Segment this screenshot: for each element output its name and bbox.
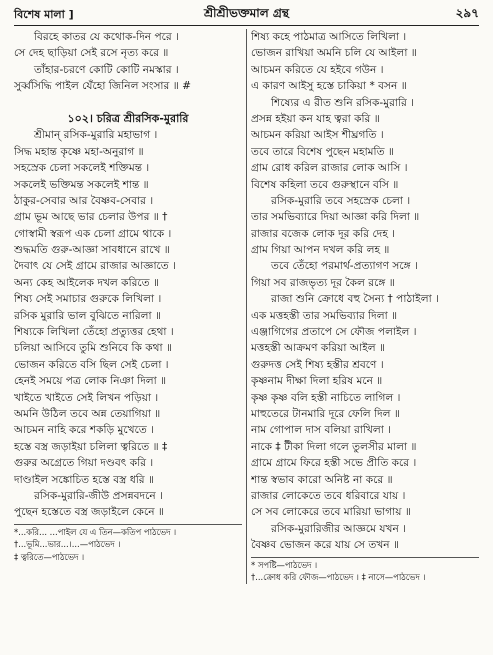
- verse-line: গ্রাম ভূম আছে ভার চেলার উপর ॥ †: [14, 211, 168, 224]
- footnote: †...ক্রোধ করি ফৌজ—পাঠভেদ । ‡ নাসে—পাঠভেদ ।: [251, 572, 426, 583]
- verse-line: শিষ্য সেই সমাচার গুরুকে লিখিলা ।: [14, 293, 162, 306]
- verse-line: আচমন করিতে যে হইবে গউন ।: [251, 63, 384, 76]
- verse-line: গিয়া সব রাজভৃত্য দূর কৈল রঙ্গে ॥: [251, 276, 395, 289]
- header-chapter-label: বিশেষ মালা ]: [14, 7, 74, 21]
- verse-line: তার সমভিব্যারে দিয়া আজ্ঞা করি দিলা ॥: [251, 211, 420, 224]
- blank-line: [14, 95, 242, 111]
- verse-line: তবে তেঁহো পরমার্থ-প্রত্যাগণ সঙ্গে ।: [271, 260, 418, 273]
- verse-line: রাজা শুনি ক্রোধে বহু সৈন্য † পাঠাইলা ।: [271, 293, 439, 306]
- verse-line: প্রসন্ন হইয়া কন যাহ ত্বরা করি ॥: [251, 112, 380, 125]
- verse-line: ভোজন করিতে বসি ছিল সেই চেলা ।: [14, 358, 169, 371]
- text-columns: [14, 29, 479, 584]
- verse-line: বিরহে কাতর যে কথোক-দিন পরে ।: [34, 31, 179, 43]
- verse-line: শিষ্যের এ রীত শুনি রসিক-মুরারি ।: [271, 96, 414, 109]
- verse-line: গোস্বামী স্বরূপ এক চেলা গ্রামে থাকে ।: [14, 227, 172, 240]
- page-header: [14, 5, 479, 26]
- verse-line: খাইতে খাইতে সেই লিখন পড়িয়া ।: [14, 391, 159, 404]
- verse-line: রসিক-মুরারি তবে সহস্রেক চেলা ।: [271, 194, 411, 207]
- verse-line: সে দেহ ছাড়িয়া সেই রসে নৃত্য করে ॥: [14, 47, 169, 60]
- verse-line: রসিক-মুরারি-জীউ প্রসন্নবদনে ।: [34, 489, 163, 502]
- verse-line: বিশেষ কহিলা তবে গুরুস্থানে বসি ॥: [251, 178, 399, 191]
- verse-line: ঠাকুর-সেবার আর বৈষ্ণব-সেবার ।: [14, 194, 154, 207]
- verse-line: নাকে ‡ টীকা দিলা গলে তুলসীর মালা ॥: [251, 440, 417, 453]
- verse-line: সুর্ব্বসিদ্ধি পাইল যেঁহো জিনিল সংসার ॥ #: [14, 80, 191, 93]
- verse-line: শিষ্য কহে পাঠমাত্র আসিতে লিখিলা ।: [251, 31, 407, 43]
- verse-line: শুদ্ধমতি গুরু-আজ্ঞা সাবধানে রাখে ॥: [14, 244, 170, 257]
- verse-line: নাম গোপাল দাস বলিয়া রাখিলা ।: [251, 424, 391, 437]
- footnote-divider: [251, 557, 479, 558]
- verse-line: এক মত্তহস্তী তার সমভিব্যার দিলা ॥: [251, 309, 398, 322]
- verse-line: কৃষ্ণ কৃষ্ণ বলি হস্তী নাচিতে লাগিল ।: [251, 391, 401, 404]
- verse-line: চলিয়া আসিবে তুমি শুনিবে কি কথা ॥: [14, 342, 172, 355]
- verse-line: সিদ্ধ মহান্ত কৃষ্ণে মহা-অনুরাগ ॥: [14, 145, 144, 158]
- verse-line: সহস্রেক চেলা সকলেই শক্তিমন্ত ।: [14, 162, 150, 175]
- verse-line: আচমন নাহি করে শকড়ি মুখেতে ।: [14, 424, 154, 437]
- section-heading: ১০২। চরিত্র শ্রীরসিক-মুরারি: [67, 111, 189, 125]
- footnote-divider: [14, 524, 242, 525]
- verse-line: রসিক মুরারি ভাল বুঝিতে নারিলা ॥: [14, 309, 161, 322]
- page-number: ২৯৭: [455, 6, 479, 20]
- left-column: [14, 29, 246, 584]
- verse-line: কৃষ্ণনাম দীক্ষা দিলা হরিষ মনে ॥: [251, 375, 383, 388]
- footnote: †...ভূমি...ভার...।...—পাঠভেদ ।: [14, 539, 121, 550]
- verse-line: তবে তারে বিশেষ পুছেন মহামতি ॥: [251, 145, 394, 158]
- verse-line: হেনই সময়ে পত্র লোক নিঞা দিলা ॥: [14, 375, 167, 388]
- verse-line: রসিক-মুরারিজীর আজ্ঞমে যখন ।: [271, 522, 406, 535]
- verse-line: মত্তহস্তী আক্রমণ করিয়া আইল ॥: [251, 342, 385, 355]
- verse-line: সে সব লোকেরে তবে মারিয়া ভাগায় ॥: [251, 506, 411, 519]
- footnote: *...করি... ...পাইল যে এ তিন—কতিপ পাঠভেদ ।: [14, 526, 177, 537]
- verse-line: বৈষ্ণব ভোজন করে যায় সে তখন ॥: [251, 539, 399, 552]
- verse-line: পুছেন হস্তেতে বস্ত্র জড়াইলে কেনে ॥: [14, 506, 164, 519]
- footnote: * সপষ্টি—পাঠভেদ ।: [251, 559, 318, 570]
- verse-line: হস্তে বস্ত্র জড়াইয়া চলিলা ত্বরিতে ॥ ‡: [14, 440, 168, 453]
- verse-line: তাঁহার-চরণে কোটি কোটি নমস্কার ।: [34, 63, 179, 76]
- verse-line: শিষ্যকে লিখিলা তেঁহো প্রত্যুত্তর হেথা ।: [14, 326, 174, 339]
- verse-line: এঞ্জাগিগের প্রতাপে সে ফৌজ পলাইল ।: [251, 326, 417, 339]
- verse-line: দাণ্ডাইল সঙ্কোচিত হস্তে বস্ত্র ধরি ॥: [14, 473, 154, 486]
- verse-line: এ কারণ আইসু হস্তে চাকিয়া * বসন ॥: [251, 80, 407, 93]
- verse-line: গুরুর অগ্রেতে গিয়া দণ্ডবৎ করি ।: [14, 457, 154, 470]
- verse-line: দৈবাৎ যে সেই গ্রামে রাজার আজ্ঞাতে ।: [14, 260, 176, 273]
- verse-line: মাহুতেরে টানমারি দূরে ফেলি দিল ॥: [251, 407, 400, 420]
- verse-line: অন্য কেহ আইলেক দখল করিতে ॥: [14, 276, 159, 289]
- verse-line: অমনি উঠিল তবে অন্ন তেয়াগিয়া ॥: [14, 407, 161, 420]
- verse-line: শ্রীমান্ রসিক-মুরারি মহাভাগ ।: [34, 129, 158, 142]
- verse-line: শান্ত স্বভাব কারো অনিষ্ট না করে ॥: [251, 473, 393, 486]
- verse-line: সকলেই ভক্তিমন্ত সকলেই শান্ত ॥: [14, 178, 149, 191]
- verse-line: গুরুদত্ত সেই শিষ্য হস্তীর শ্রবণে ।: [251, 358, 384, 371]
- verse-line: ভোজন রাখিয়া অমনি চলি যে আইলা ॥: [251, 47, 417, 60]
- verse-line: রাজার লোকেতে তবে ধরিবারে যায় ।: [251, 489, 406, 502]
- verse-line: গ্রাম রোধ করিল রাজার লোক আসি ।: [251, 162, 408, 175]
- verse-line: রাজার বজেক লোক দূর করি দেহ ।: [251, 227, 396, 240]
- verse-line: গ্রাম গিয়া আপন দখল করি লহ ॥: [251, 244, 390, 257]
- header-book-title: শ্রীশ্রীভক্তমাল গ্রন্থ: [204, 6, 289, 20]
- right-column: [246, 29, 479, 584]
- verse-line: আচমন করিয়া আইস শীঘ্রগতি ।: [251, 129, 384, 142]
- footnote: ‡ ত্বরিতে—পাঠভেদ ।: [14, 551, 85, 562]
- verse-line: গ্রামে গ্রামে ফিরে হস্তী সভে প্রীতি করে ।: [251, 457, 417, 470]
